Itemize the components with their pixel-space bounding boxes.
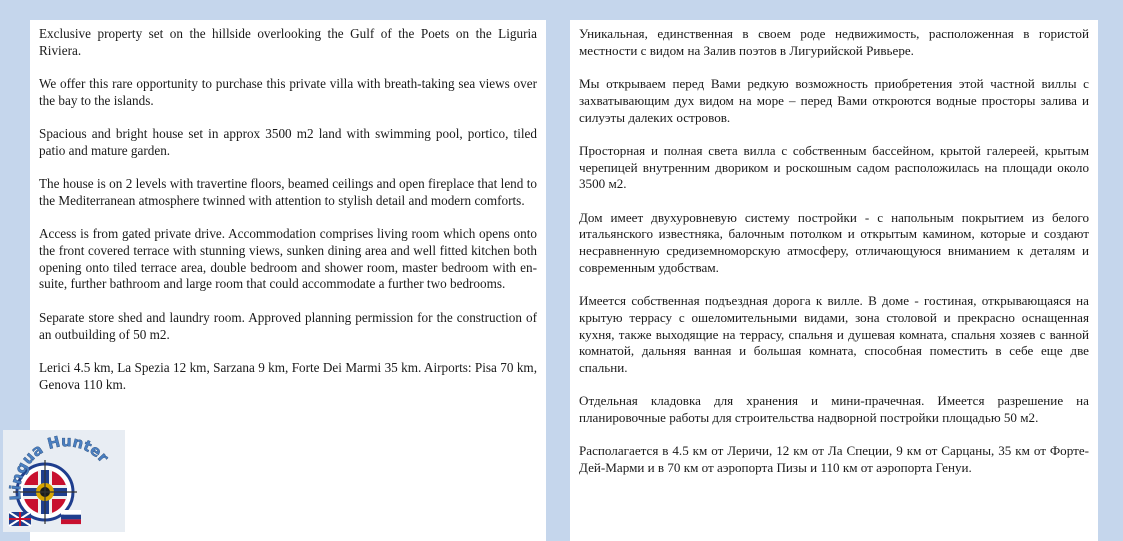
russian-paragraph-outbuilding: Отдельная кладовка для хранения и мини-прачечная. Имеется разрешение на планировочные работы для строительства надворной постройки площадью 50 м2. xyxy=(579,393,1089,426)
russian-paragraph-accommodation: Имеется собственная подъездная дорога к вилле. В доме - гостиная, открывающаяся на крытую террасу с ошеломительными видами, зона столовой и прекрасно оснащенная кухня, также выходящие на террасу, спальня и душевая комната, спальня хозяев с ванной комнатой, дальняя ванная и большая комната, способная поместить в себе еще две спальни. xyxy=(579,293,1089,375)
logo-text: Lingua Hunter xyxy=(6,432,113,502)
russian-paragraph-house-land: Просторная и полная света вилла с собственным бассейном, крытой галереей, крытым черепицей внутренним двориком и роскошным садом расположилась на площади около 3500 м2. xyxy=(579,142,1089,192)
english-paragraph-house-land: Spacious and bright house set in approx 3500 m2 land with swimming pool, portico, tiled patio and mature garden. xyxy=(39,126,537,158)
lingua-hunter-logo xyxy=(3,430,125,532)
russian-text-body xyxy=(579,26,1089,477)
english-paragraph-offer: We offer this rare opportunity to purchase this private villa with breath-taking sea views over the bay to the islands. xyxy=(39,76,537,108)
russian-paragraph-levels: Дом имеет двухуровневую систему постройки - с напольным покрытием из белого итальянского известняка, балочным потолком и открытым камином, которые и создают несравненную средиземноморскую атмосферу, отличающуюся вниманием к деталям и современным удобствам. xyxy=(579,209,1089,275)
english-paragraph-levels: The house is on 2 levels with travertine floors, beamed ceilings and open fireplace that lend to the Mediterranean atmosphere twinned with attention to stylish detail and modern comforts. xyxy=(39,176,537,208)
lingua-hunter-logo-graphic xyxy=(3,430,125,532)
english-paragraph-outbuilding: Separate store shed and laundry room. Approved planning permission for the construction of an outbuilding of 50 m2. xyxy=(39,309,537,342)
russian-paragraph-distances: Располагается в 4.5 км от Леричи, 12 км от Ла Специи, 9 км от Сарцаны, 35 км от Форте-Дей-Марми и в 70 км от аэропорта Пизы и 110 км от аэропорта Генуи. xyxy=(579,443,1089,476)
english-text-body xyxy=(39,26,537,393)
english-paragraph-intro: Exclusive property set on the hillside overlooking the Gulf of the Poets on the Liguria Riviera. xyxy=(39,26,537,58)
russian-paragraph-intro: Уникальная, единственная в своем роде недвижимость, расположенная в гористой местности с видом на Залив поэтов в Лигурийской Ривьере. xyxy=(579,26,1089,58)
russian-text-page xyxy=(570,20,1098,541)
english-paragraph-distances: Lerici 4.5 km, La Spezia 12 km, Sarzana 9 km, Forte Dei Marmi 35 km. Airports: Pisa 70 km, Genova 110 km. xyxy=(39,359,537,392)
english-paragraph-accommodation: Access is from gated private drive. Accommodation comprises living room which opens onto the front covered terrace with stunning views, sunken dining area and well fitted kitchen both opening onto tiled terrace area, double bedroom and shower room, master bedroom with en-suite, further bathroom and large room that could accommodate a further two bedrooms. xyxy=(39,226,537,292)
russian-paragraph-offer: Мы открываем перед Вами редкую возможность приобретения этой частной виллы с захватывающим дух видом на море – перед Вами откроются водные просторы залива и силуэты далеких островов. xyxy=(579,76,1089,125)
